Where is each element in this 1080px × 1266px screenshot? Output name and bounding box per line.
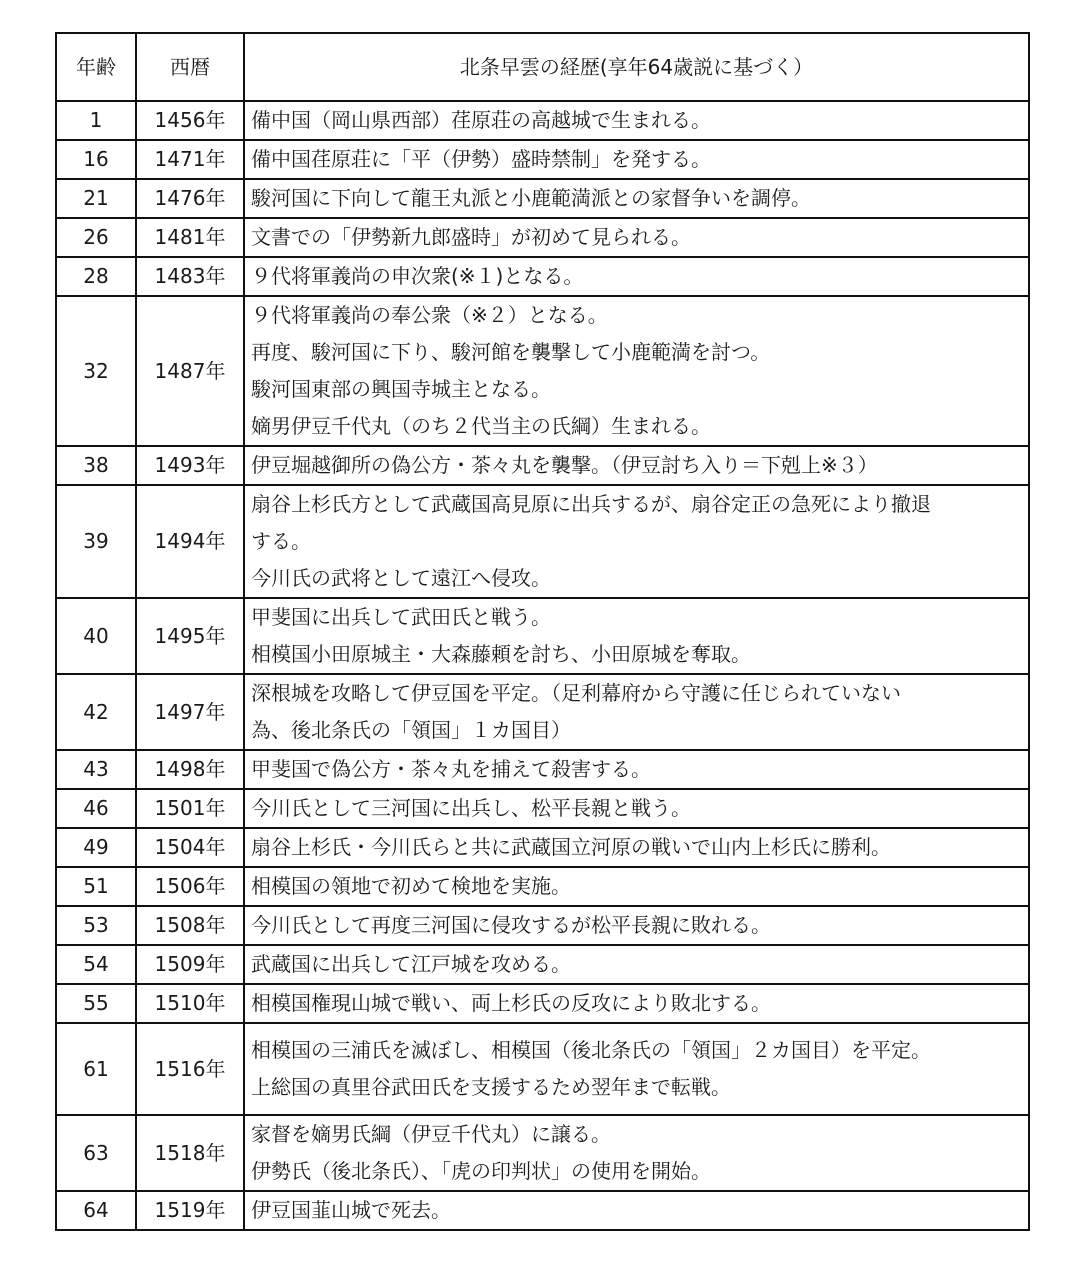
cell-year: 1498年 [136,750,244,789]
cell-year: 1504年 [136,828,244,867]
event-line: 家督を嫡男氏綱（伊豆千代丸）に譲る。 [251,1122,611,1146]
cell-age: 42 [56,674,136,750]
cell-age: 49 [56,828,136,867]
table-row [56,1023,1029,1115]
cell-events [244,750,1029,789]
cell-year: 1471年 [136,140,244,179]
cell-year: 1497年 [136,674,244,750]
header-events: 北条早雲の経歴(享年64歳説に基づく） [244,33,1029,101]
event-line: 伊豆国韮山城で死去。 [251,1198,451,1222]
cell-age: 64 [56,1191,136,1230]
event-line: 今川氏として再度三河国に侵攻するが松平長親に敗れる。 [251,913,771,937]
chronology-table [55,32,1030,1231]
cell-age: 40 [56,598,136,674]
cell-age: 55 [56,984,136,1023]
event-line: 上総国の真里谷武田氏を支援するため翌年まで転戦。 [251,1075,731,1099]
event-line: 為、後北条氏の「領国」１カ国目） [251,718,571,742]
cell-events [244,945,1029,984]
table-body [56,101,1029,1230]
cell-age: 38 [56,446,136,485]
event-line: ９代将軍義尚の奉公衆（※２）となる。 [251,303,608,327]
cell-events [244,218,1029,257]
event-line: 甲斐国で偽公方・茶々丸を捕えて殺害する。 [251,757,651,781]
header-age: 年齢 [56,33,136,101]
table-row [56,750,1029,789]
header-row [56,33,1029,101]
event-line: 相模国の領地で初めて検地を実施。 [251,874,571,898]
cell-events [244,1191,1029,1230]
table-row [56,485,1029,598]
cell-events [244,828,1029,867]
cell-year: 1510年 [136,984,244,1023]
table-row [56,257,1029,296]
table-row [56,945,1029,984]
table-row [56,1115,1029,1191]
cell-events [244,140,1029,179]
table-row [56,984,1029,1023]
cell-events [244,101,1029,140]
header-year: 西暦 [136,33,244,101]
cell-year: 1483年 [136,257,244,296]
event-line: 今川氏として三河国に出兵し、松平長親と戦う。 [251,796,691,820]
cell-events [244,179,1029,218]
event-line: 伊豆堀越御所の偽公方・茶々丸を襲撃。（伊豆討ち入り＝下剋上※３） [251,453,878,477]
cell-age: 32 [56,296,136,446]
cell-year: 1518年 [136,1115,244,1191]
event-line: 駿河国東部の興国寺城主となる。 [251,377,551,401]
cell-year: 1508年 [136,906,244,945]
cell-age: 21 [56,179,136,218]
cell-events [244,1115,1029,1191]
table-row [56,101,1029,140]
event-line: 文書での「伊勢新九郎盛時」が初めて見られる。 [251,225,691,249]
cell-events [244,984,1029,1023]
cell-year: 1493年 [136,446,244,485]
cell-age: 63 [56,1115,136,1191]
event-line: する。 [251,529,311,553]
event-line: 扇谷上杉氏・今川氏らと共に武蔵国立河原の戦いで山内上杉氏に勝利。 [251,835,891,859]
cell-events [244,446,1029,485]
table-row [56,446,1029,485]
event-line: 備中国（岡山県西部）荏原荘の高越城で生まれる。 [251,108,711,132]
cell-events [244,598,1029,674]
cell-events [244,257,1029,296]
event-line: 再度、駿河国に下り、駿河館を襲撃して小鹿範満を討つ。 [251,340,771,364]
event-line: 甲斐国に出兵して武田氏と戦う。 [251,605,551,629]
cell-events [244,789,1029,828]
cell-year: 1519年 [136,1191,244,1230]
cell-events [244,906,1029,945]
table-row [56,674,1029,750]
cell-year: 1476年 [136,179,244,218]
cell-age: 46 [56,789,136,828]
cell-year: 1509年 [136,945,244,984]
event-line: 相模国の三浦氏を滅ぼし、相模国（後北条氏の「領国」２カ国目）を平定。 [251,1038,931,1062]
cell-age: 26 [56,218,136,257]
cell-year: 1456年 [136,101,244,140]
cell-year: 1506年 [136,867,244,906]
event-line: 深根城を攻略して伊豆国を平定。（足利幕府から守護に任じられていない [251,681,901,705]
cell-age: 16 [56,140,136,179]
cell-events [244,296,1029,446]
cell-events [244,485,1029,598]
cell-year: 1501年 [136,789,244,828]
cell-age: 1 [56,101,136,140]
table-row [56,789,1029,828]
event-line: ９代将軍義尚の申次衆(※１)となる。 [251,264,584,288]
cell-age: 43 [56,750,136,789]
cell-events [244,1023,1029,1115]
cell-age: 39 [56,485,136,598]
event-line: 武蔵国に出兵して江戸城を攻める。 [251,952,571,976]
cell-age: 61 [56,1023,136,1115]
table-row [56,296,1029,446]
event-line: 駿河国に下向して龍王丸派と小鹿範満派との家督争いを調停。 [251,186,811,210]
cell-year: 1494年 [136,485,244,598]
cell-year: 1495年 [136,598,244,674]
cell-events [244,867,1029,906]
event-line: 伊勢氏（後北条氏）、「虎の印判状」の使用を開始。 [251,1159,711,1183]
table-row [56,1191,1029,1230]
table-row [56,828,1029,867]
table-row [56,140,1029,179]
table-row [56,867,1029,906]
table-row [56,218,1029,257]
table-row [56,179,1029,218]
event-line: 相模国小田原城主・大森藤頼を討ち、小田原城を奪取。 [251,642,751,666]
cell-age: 54 [56,945,136,984]
cell-events [244,674,1029,750]
cell-year: 1481年 [136,218,244,257]
cell-age: 53 [56,906,136,945]
table-row [56,906,1029,945]
cell-age: 51 [56,867,136,906]
cell-year: 1487年 [136,296,244,446]
event-line: 相模国権現山城で戦い、両上杉氏の反攻により敗北する。 [251,991,771,1015]
event-line: 嫡男伊豆千代丸（のち２代当主の氏綱）生まれる。 [251,414,711,438]
cell-year: 1516年 [136,1023,244,1115]
event-line: 今川氏の武将として遠江へ侵攻。 [251,566,551,590]
event-line: 扇谷上杉氏方として武蔵国高見原に出兵するが、扇谷定正の急死により撤退 [251,492,931,516]
table-row [56,598,1029,674]
event-line: 備中国荏原荘に「平（伊勢）盛時禁制」を発する。 [251,147,711,171]
cell-age: 28 [56,257,136,296]
